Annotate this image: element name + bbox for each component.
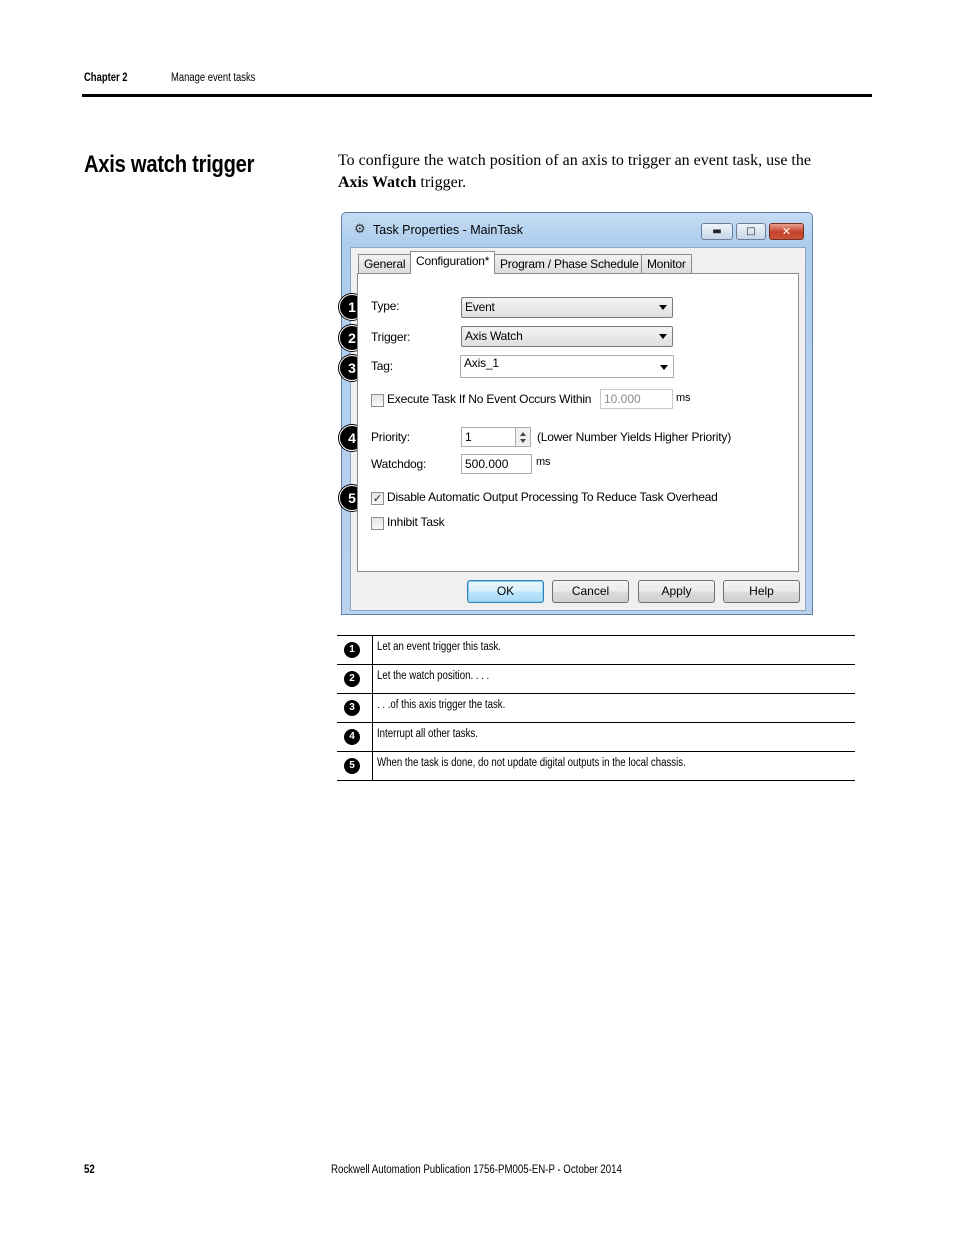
tab-configuration[interactable]: Configuration* bbox=[410, 251, 495, 274]
chevron-down-icon bbox=[659, 305, 667, 310]
tag-combo[interactable] bbox=[460, 355, 674, 378]
dialog-body bbox=[350, 247, 806, 611]
dialog-title: Task Properties - MainTask bbox=[373, 223, 524, 237]
minimize-icon: ▬ bbox=[712, 226, 722, 237]
cancel-button[interactable]: Cancel bbox=[552, 580, 629, 603]
tab-monitor[interactable]: Monitor bbox=[641, 254, 692, 273]
column-divider bbox=[372, 665, 373, 693]
chevron-down-icon bbox=[660, 365, 668, 370]
close-icon: ✕ bbox=[781, 225, 792, 238]
legend-badge: 5 bbox=[344, 758, 360, 774]
priority-stepper[interactable] bbox=[515, 427, 531, 447]
watchdog-label: Watchdog: bbox=[371, 457, 427, 471]
chapter-section-name: Manage event tasks bbox=[171, 72, 256, 84]
priority-hint: (Lower Number Yields Higher Priority) bbox=[537, 430, 731, 444]
type-select[interactable] bbox=[461, 297, 673, 318]
disable-output-checkbox[interactable]: ✓ bbox=[372, 492, 383, 505]
execute-task-label: Execute Task If No Event Occurs Within bbox=[387, 392, 592, 406]
table-row bbox=[337, 722, 855, 751]
chevron-down-icon bbox=[659, 334, 667, 339]
help-button[interactable]: Help bbox=[723, 580, 800, 603]
intro-text-after: trigger. bbox=[416, 174, 467, 191]
header-rule bbox=[82, 94, 872, 97]
priority-label: Priority: bbox=[371, 430, 410, 444]
minimize-button[interactable] bbox=[701, 223, 733, 240]
callout-legend-table bbox=[337, 635, 855, 781]
publication-footer: Rockwell Automation Publication 1756-PM005-EN-P - October 2014 bbox=[331, 1164, 622, 1176]
maximize-icon: □ bbox=[746, 226, 756, 237]
table-row bbox=[337, 693, 855, 722]
tag-combo-value: Axis_1 bbox=[464, 356, 499, 370]
watchdog-input[interactable]: 500.000 bbox=[461, 454, 532, 474]
table-row bbox=[337, 635, 855, 664]
legend-text: When the task is done, do not update digital outputs in the local chassis. bbox=[377, 757, 686, 769]
legend-text: . . .of this axis trigger the task. bbox=[377, 699, 506, 711]
callout-badge-1: 1 bbox=[339, 294, 365, 320]
column-divider bbox=[372, 694, 373, 722]
legend-badge: 1 bbox=[344, 642, 360, 658]
intro-text-before: To configure the watch position of an axis to trigger an event task, use the bbox=[338, 152, 811, 169]
page-number: 52 bbox=[84, 1164, 95, 1176]
section-title: Axis watch trigger bbox=[84, 151, 255, 178]
column-divider bbox=[372, 752, 373, 780]
callout-badge-5: 5 bbox=[339, 485, 365, 511]
table-row bbox=[337, 751, 855, 781]
legend-badge: 3 bbox=[344, 700, 360, 716]
close-button[interactable] bbox=[769, 223, 804, 240]
tab-general[interactable]: General bbox=[358, 254, 411, 273]
trigger-label: Trigger: bbox=[371, 330, 411, 344]
callout-badge-4: 4 bbox=[339, 425, 365, 451]
legend-badge: 4 bbox=[344, 729, 360, 745]
table-row bbox=[337, 664, 855, 693]
column-divider bbox=[372, 636, 373, 664]
stepper-down-icon bbox=[520, 439, 526, 443]
apply-button[interactable]: Apply bbox=[638, 580, 715, 603]
tag-label: Tag: bbox=[371, 359, 393, 373]
intro-text-bold: Axis Watch bbox=[338, 174, 417, 191]
inhibit-task-checkbox[interactable] bbox=[371, 517, 384, 530]
watchdog-unit: ms bbox=[536, 456, 551, 468]
disable-output-label: Disable Automatic Output Processing To Reduce Task Overhead bbox=[387, 490, 718, 504]
trigger-select-value: Axis Watch bbox=[465, 329, 523, 343]
legend-text: Interrupt all other tasks. bbox=[377, 728, 478, 740]
legend-text: Let the watch position. . . . bbox=[377, 670, 490, 682]
maximize-button[interactable] bbox=[736, 223, 766, 240]
legend-badge: 2 bbox=[344, 671, 360, 687]
type-label: Type: bbox=[371, 299, 400, 313]
task-properties-icon: ⚙ bbox=[354, 222, 366, 237]
execute-timeout-input[interactable]: 10.000 bbox=[600, 389, 673, 409]
inhibit-task-label: Inhibit Task bbox=[387, 515, 445, 529]
execute-task-checkbox[interactable] bbox=[371, 394, 384, 407]
callout-badge-2: 2 bbox=[339, 325, 365, 351]
tab-program-phase-schedule[interactable]: Program / Phase Schedule bbox=[494, 254, 645, 273]
execute-timeout-unit: ms bbox=[676, 392, 691, 404]
task-properties-dialog bbox=[341, 212, 813, 615]
trigger-select[interactable] bbox=[461, 326, 673, 347]
type-select-value: Event bbox=[465, 300, 495, 314]
chapter-label: Chapter 2 bbox=[84, 72, 128, 84]
legend-text: Let an event trigger this task. bbox=[377, 641, 502, 653]
ok-button[interactable]: OK bbox=[467, 580, 544, 603]
column-divider bbox=[372, 723, 373, 751]
callout-badge-3: 3 bbox=[339, 355, 365, 381]
intro-paragraph bbox=[338, 150, 828, 194]
stepper-up-icon bbox=[520, 432, 526, 436]
configuration-panel bbox=[357, 273, 799, 572]
priority-input[interactable]: 1 bbox=[461, 427, 516, 447]
